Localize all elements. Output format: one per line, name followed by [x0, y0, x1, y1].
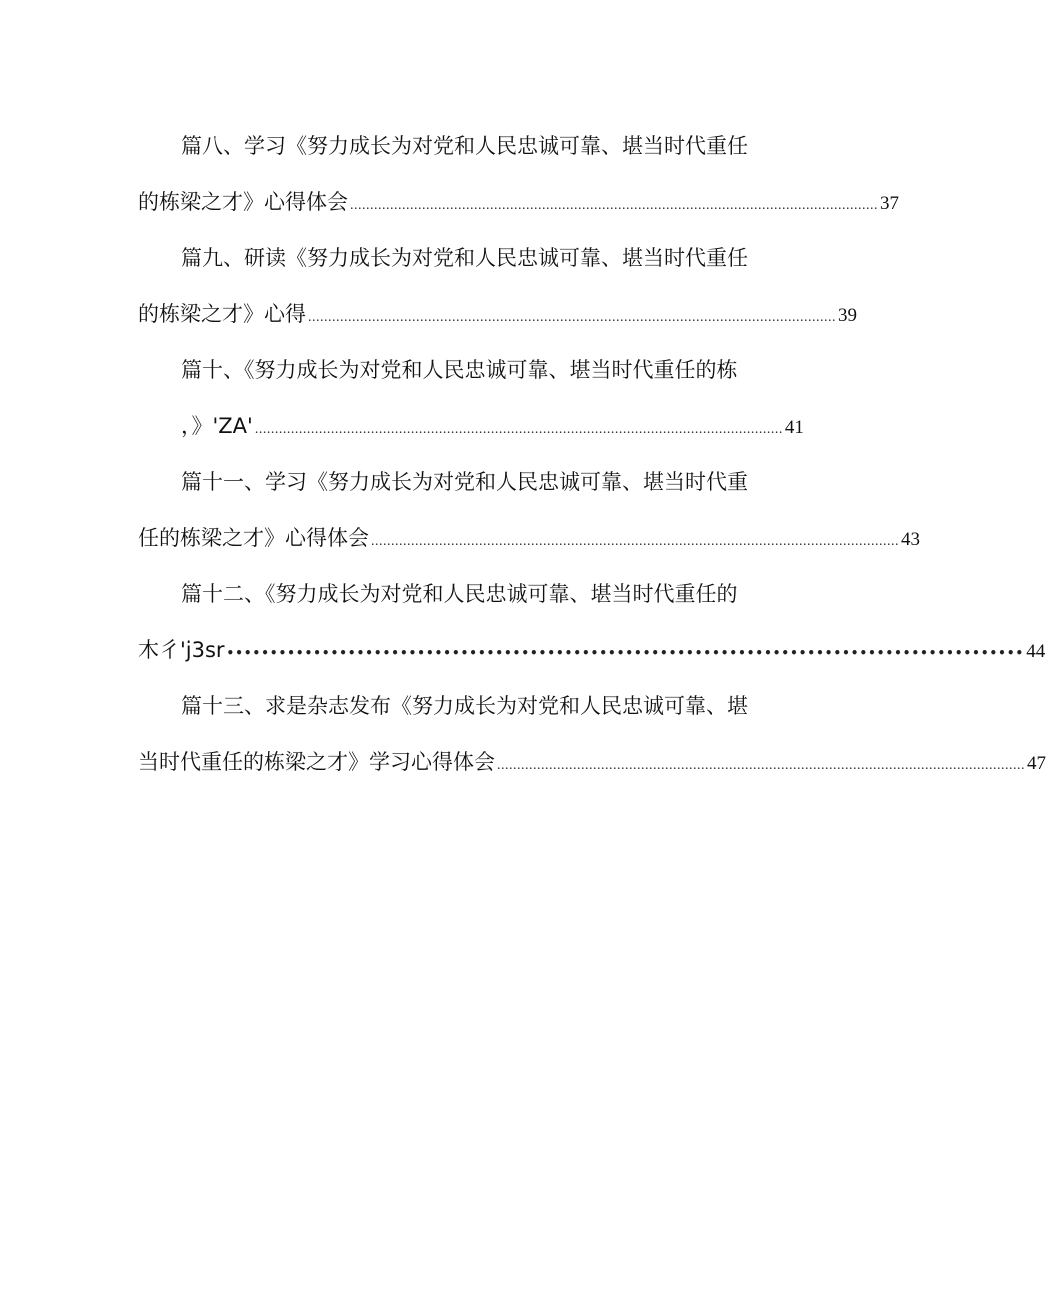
page-number: 47 — [1027, 753, 1046, 774]
toc-entry-title-line1: 篇八、学习《努力成长为对党和人民忠诚可靠、堪当时代重任 — [181, 134, 748, 158]
toc-entry-title-line1: 篇十三、求是杂志发布《努力成长为对党和人民忠诚可靠、堪 — [181, 694, 748, 718]
toc-entry-title-line2: 的栋梁之才》心得 — [138, 302, 306, 326]
toc-entry-title-line2: 的栋梁之才》心得体会 — [138, 190, 348, 214]
toc-entry-title-line1: 篇九、研读《努力成长为对党和人民忠诚可靠、堪当时代重任 — [181, 246, 748, 270]
page-number: 39 — [838, 305, 857, 326]
toc-entry-title-line2-row — [138, 300, 857, 328]
toc-entry-title-line2-row — [181, 412, 804, 440]
dot-leader: .................................................................................................................................... — [308, 310, 836, 325]
toc-entry-title-line1: 篇十一、学习《努力成长为对党和人民忠诚可靠、堪当时代重 — [181, 470, 748, 494]
page-number: 41 — [784, 417, 804, 438]
toc-entry-title-line2-row — [138, 188, 899, 216]
toc-entry-title-line2: ，》'ZA' — [181, 414, 253, 438]
toc-entry-title-line2: 木彳'j3sr — [138, 638, 225, 662]
toc-entry-title-line2-row — [138, 748, 1046, 776]
toc-entry-title-line2-row — [138, 524, 920, 552]
toc-entry-title-line1: 篇十二、《努力成长为对党和人民忠诚可靠、堪当时代重任的 — [181, 582, 738, 606]
page-number: 37 — [880, 193, 899, 214]
toc-entry-title-line1: 篇十、《努力成长为对党和人民忠诚可靠、堪当时代重任的栋 — [181, 358, 738, 382]
toc-entry-title-line2: 任的栋梁之才》心得体会 — [138, 526, 369, 550]
dot-leader: .................................................................................................................................... — [350, 198, 878, 213]
toc-entry-title-line2-row — [138, 636, 1046, 664]
page-number: 43 — [901, 529, 920, 550]
toc-entry-title-line2: 当时代重任的栋梁之才》学习心得体会 — [138, 750, 495, 774]
dot-leader: .................................................................................................................................... — [371, 534, 899, 549]
dot-leader: .................................................................................................................................... — [497, 758, 1025, 773]
page-number: 44 — [1026, 641, 1046, 662]
dot-leader: •••••••••••••••••••••••••••••••••••••••••••••••••••••••••••••••••••••••••••••••••••••••••••• — [226, 646, 1025, 660]
dot-leader: .................................................................................................................................... — [254, 422, 783, 437]
